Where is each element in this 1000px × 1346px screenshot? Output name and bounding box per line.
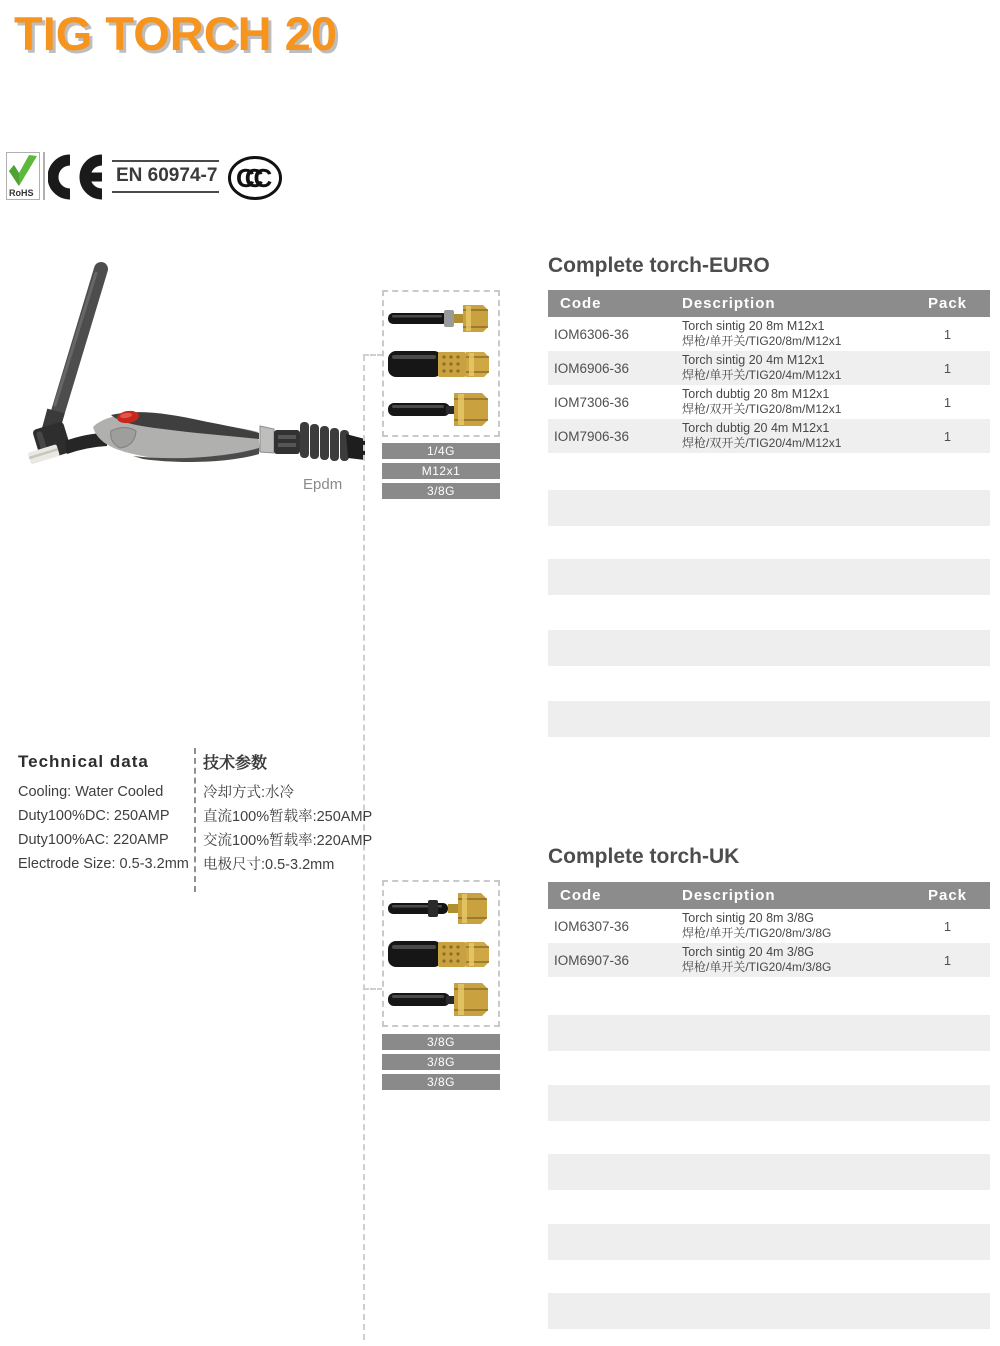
uk-table-header: [548, 882, 990, 909]
description-en: Torch sintig 20 8m M12x1: [682, 319, 825, 334]
row-description: [682, 387, 905, 416]
empty-row: [548, 701, 990, 737]
table-row: [548, 943, 990, 977]
row-code: IOM6306-36: [554, 326, 630, 342]
table-row: [548, 317, 990, 351]
empty-row: [548, 1015, 990, 1051]
row-pack: 1: [943, 952, 952, 968]
empty-row: [548, 1154, 990, 1190]
tech-line: 直流100%暂载率:250AMP: [203, 809, 373, 825]
tech-line: Duty100%AC: 220AMP: [18, 832, 169, 848]
empty-row: [548, 1224, 990, 1260]
description-cn: 焊枪/双开关/TIG20/4m/M12x1: [682, 436, 842, 451]
tig-torch-image: [15, 255, 365, 500]
uk-connector-photos: [382, 880, 500, 1027]
row-description: [682, 353, 905, 382]
technical-data-divider: [194, 748, 196, 892]
row-pack: 1: [943, 394, 952, 410]
row-description: [682, 945, 905, 974]
description-en: Torch sintig 20 4m M12x1: [682, 353, 825, 368]
tech-line: 冷却方式:水冷: [203, 785, 295, 801]
ce-mark-icon: [48, 153, 106, 201]
column-header-description: Description: [682, 295, 776, 312]
hose-connector-image: [388, 887, 494, 929]
technical-data-en: [18, 752, 193, 876]
description-cn: 焊枪/单开关/TIG20/8m/M12x1: [682, 334, 842, 349]
row-code: IOM7306-36: [554, 394, 630, 410]
euro-table: [548, 290, 990, 453]
table-row: [548, 385, 990, 419]
empty-row: [548, 630, 990, 666]
tech-line: Duty100%DC: 250AMP: [18, 808, 170, 824]
ccc-letters: CCC: [236, 163, 263, 193]
tech-line: Electrode Size: 0.5-3.2mm: [18, 856, 189, 872]
rohs-check-icon: [7, 153, 39, 189]
hose-connector-image: [388, 978, 494, 1020]
technical-data-heading: Technical data: [18, 752, 149, 771]
connector-label: M12x1: [382, 463, 500, 479]
column-header-pack: Pack: [927, 295, 968, 312]
row-code: IOM6907-36: [554, 952, 630, 968]
tech-line: 交流100%暂载率:220AMP: [203, 833, 373, 849]
technical-data-heading-cn: 技术参数: [203, 755, 268, 772]
column-header-code: Code: [560, 887, 602, 904]
tech-line: Cooling: Water Cooled: [18, 784, 164, 800]
hose-connector-image: [388, 343, 494, 385]
column-header-code: Code: [560, 295, 602, 312]
row-pack: 1: [943, 428, 952, 444]
row-description: [682, 319, 905, 348]
uk-section-heading: Complete torch-UK: [548, 845, 740, 868]
description-cn: 焊枪/单开关/TIG20/4m/M12x1: [682, 368, 842, 383]
column-header-pack: Pack: [927, 887, 968, 904]
connector-label: 3/8G: [382, 1054, 500, 1070]
euro-section-heading: Complete torch-EURO: [548, 254, 770, 277]
tech-line: 电极尺寸:0.5-3.2mm: [203, 857, 335, 873]
euro-connector-photos: [382, 290, 500, 437]
connector-label: 3/8G: [382, 1074, 500, 1090]
empty-row: [548, 1293, 990, 1329]
empty-row: [548, 490, 990, 526]
row-pack: 1: [943, 360, 952, 376]
rohs-divider: [43, 152, 45, 200]
connector-label: 3/8G: [382, 483, 500, 499]
description-en: Torch dubtig 20 8m M12x1: [682, 387, 830, 402]
torch-material-label: Epdm: [303, 476, 343, 493]
dashed-tick-uk: [363, 988, 383, 990]
table-row: [548, 351, 990, 385]
en-standard-label: EN 60974-7: [112, 160, 219, 193]
ccc-mark-icon: [227, 155, 283, 201]
empty-row: [548, 559, 990, 595]
description-cn: 焊枪/单开关/TIG20/4m/3/8G: [682, 960, 832, 975]
dashed-tick-euro: [363, 354, 383, 356]
row-description: [682, 421, 905, 450]
description-cn: 焊枪/单开关/TIG20/8m/3/8G: [682, 926, 832, 941]
page-title: TIG TORCH 20: [14, 7, 337, 60]
row-description: [682, 911, 905, 940]
hose-connector-image: [388, 297, 494, 339]
technical-data-cn: [203, 750, 373, 877]
row-code: IOM7906-36: [554, 428, 630, 444]
table-row: [548, 419, 990, 453]
uk-table: [548, 882, 990, 977]
rohs-badge: [6, 152, 40, 200]
uk-connector-labels: [382, 1034, 500, 1090]
hose-connector-image: [388, 388, 494, 430]
connector-label: 1/4G: [382, 443, 500, 459]
description-en: Torch sintig 20 8m 3/8G: [682, 911, 815, 926]
connector-label: 3/8G: [382, 1034, 500, 1050]
row-code: IOM6906-36: [554, 360, 630, 376]
column-header-description: Description: [682, 887, 776, 904]
row-pack: 1: [943, 918, 952, 934]
euro-connector-labels: [382, 443, 500, 499]
description-cn: 焊枪/双开关/TIG20/8m/M12x1: [682, 402, 842, 417]
description-en: Torch sintig 20 4m 3/8G: [682, 945, 815, 960]
rohs-label: RoHS: [9, 188, 34, 198]
description-en: Torch dubtig 20 4m M12x1: [682, 421, 830, 436]
empty-row: [548, 1085, 990, 1121]
hose-connector-image: [388, 933, 494, 975]
row-pack: 1: [943, 326, 952, 342]
row-code: IOM6307-36: [554, 918, 630, 934]
euro-table-header: [548, 290, 990, 317]
table-row: [548, 909, 990, 943]
